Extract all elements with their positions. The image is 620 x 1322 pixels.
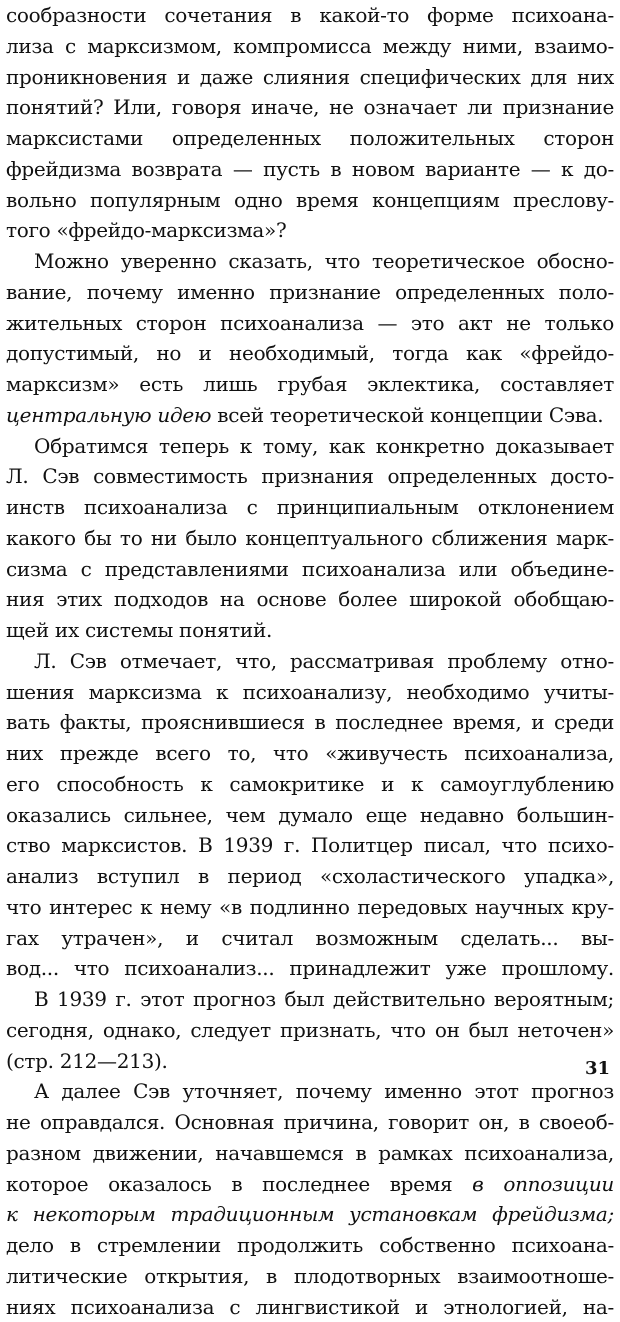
- text-line: вание, почему именно признание определенных поло-: [6, 277, 614, 308]
- text-line: Л. Сэв совместимость признания определенных досто-: [6, 461, 614, 492]
- text-line: сегодня, однако, следует признать, что он был неточен»: [6, 1015, 614, 1046]
- text-line: понятий? Или, говоря иначе, не означает ли признание: [6, 92, 614, 123]
- text-line: дело в стремлении продолжить собственно психоана-: [6, 1230, 614, 1261]
- text-line: [6, 400, 614, 431]
- text-line: разном движении, начавшемся в рамках психоанализа,: [6, 1138, 614, 1169]
- body-text: [6, 0, 614, 1322]
- text-line: лиза с марксизмом, компромисса между ними, взаимо-: [6, 31, 614, 62]
- text-line: сизма с представлениями психоанализа или объедине-: [6, 554, 614, 585]
- book-page: [6, 0, 614, 1092]
- text-line: литические открытия, в плодотворных взаимоотноше-: [6, 1261, 614, 1292]
- text-line: гах утрачен», и считал возможным сделать... вы-: [6, 923, 614, 954]
- text-line: ство марксистов. В 1939 г. Политцер писал, что психо-: [6, 830, 614, 861]
- text-line: инств психоанализа с принципиальным отклонением: [6, 492, 614, 523]
- text-line: марксизм» есть лишь грубая эклектика, составляет: [6, 369, 614, 400]
- text-line: анализ вступил в период «схоластического упадка»,: [6, 861, 614, 892]
- text-line: Л. Сэв отмечает, что, рассматривая проблему отно-: [6, 646, 614, 677]
- italic-phrase: центральную идею: [6, 403, 211, 427]
- text-line: Можно уверенно сказать, что теоретическое обосно-: [6, 246, 614, 277]
- text-line: шения марксизма к психоанализу, необходимо учиты-: [6, 677, 614, 708]
- text-line: оказались сильнее, чем думало еще недавно большин-: [6, 800, 614, 831]
- text-line: фрейдизма возврата — пусть в новом варианте — к до-: [6, 154, 614, 185]
- text-line: ниях психоанализа с лингвистикой и этнологией, на-: [6, 1292, 614, 1322]
- text-line: вать факты, прояснившиеся в последнее время, и среди: [6, 707, 614, 738]
- text-line: А далее Сэв уточняет, почему именно этот прогноз: [6, 1076, 614, 1107]
- text-line: В 1939 г. этот прогноз был действительно вероятным;: [6, 984, 614, 1015]
- text-line: (стр. 212—213).: [6, 1046, 614, 1077]
- text-line: ния этих подходов на основе более широкой обобщаю-: [6, 584, 614, 615]
- text-line: [6, 1199, 614, 1230]
- text-line: щей их системы понятий.: [6, 615, 614, 646]
- text-line: [6, 1169, 614, 1200]
- text-fragment: всей теоретической концепции Сэва.: [211, 403, 603, 427]
- italic-phrase: в оппозиции: [472, 1172, 614, 1196]
- text-line: Обратимся теперь к тому, как конкретно доказывает: [6, 431, 614, 462]
- text-line: вольно популярным одно время концепциям преслову-: [6, 185, 614, 216]
- text-line: них прежде всего то, что «живучесть психоанализа,: [6, 738, 614, 769]
- text-line: его способность к самокритике и к самоуглублению: [6, 769, 614, 800]
- text-fragment: которое оказалось в последнее время: [6, 1172, 472, 1196]
- italic-phrase: к некоторым традиционным установкам фрейдизма;: [6, 1202, 614, 1226]
- text-line: что интерес к нему «в подлинно передовых научных кру-: [6, 892, 614, 923]
- page-number: 31: [585, 1058, 610, 1079]
- text-line: вод... что психоанализ... принадлежит уже прошлому.: [6, 953, 614, 984]
- text-line: проникновения и даже слияния специфических для них: [6, 62, 614, 93]
- text-line: марксистами определенных положительных сторон: [6, 123, 614, 154]
- text-line: допустимый, но и необходимый, тогда как «фрейдо-: [6, 338, 614, 369]
- text-line: какого бы то ни было концептуального сближения марк-: [6, 523, 614, 554]
- text-line: жительных сторон психоанализа — это акт не только: [6, 308, 614, 339]
- text-line: того «фрейдо-марксизма»?: [6, 215, 614, 246]
- text-line: не оправдался. Основная причина, говорит он, в своеоб-: [6, 1107, 614, 1138]
- text-line: сообразности сочетания в какой-то форме психоана-: [6, 0, 614, 31]
